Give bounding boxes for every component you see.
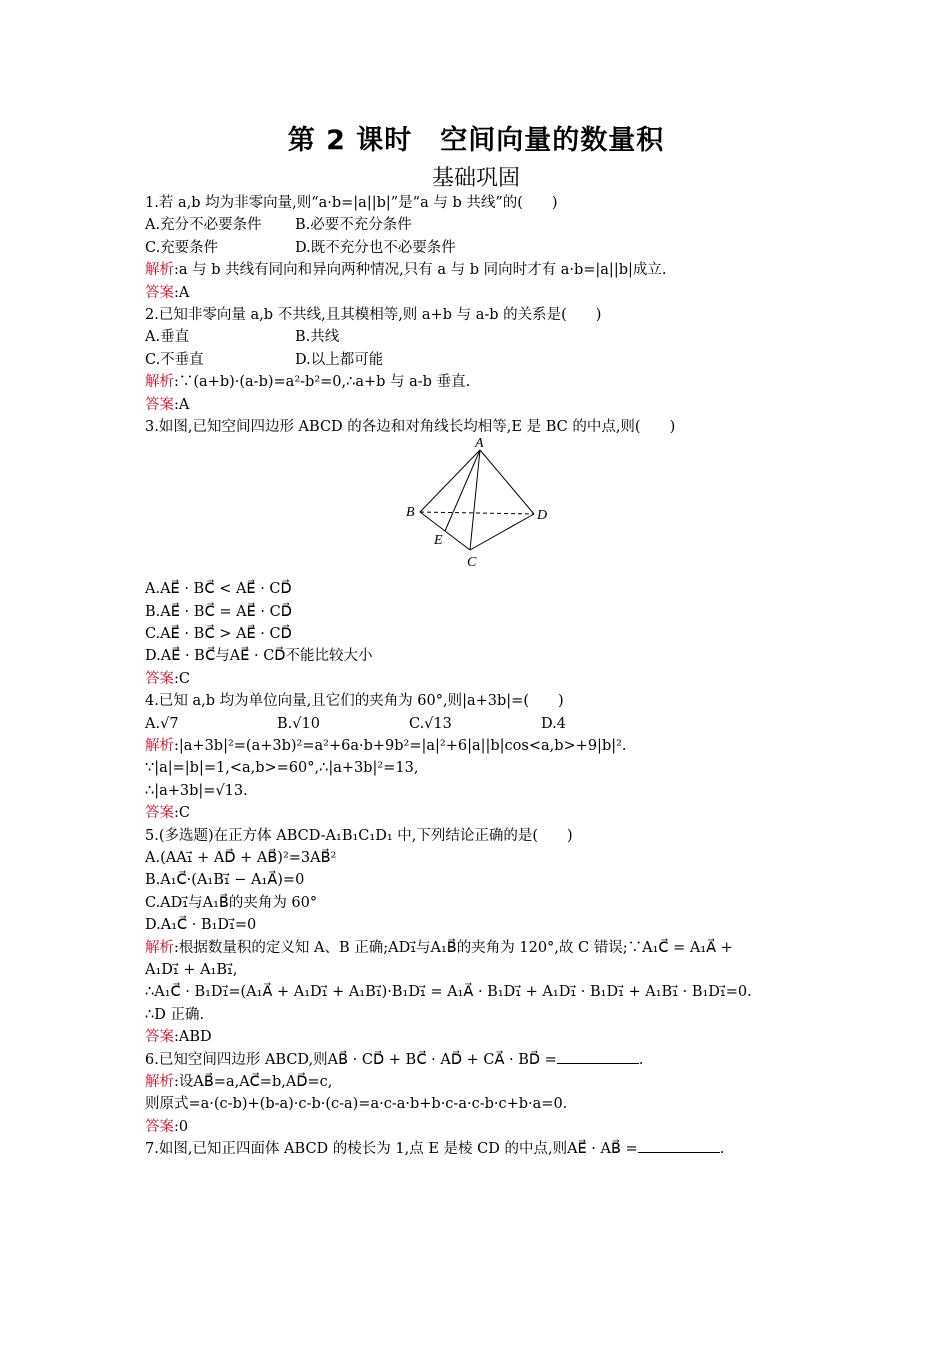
q4-analysis-2-text: ∵|a|=|b|=1,<a,b>=60°,∴|a+3b|²=13, <box>145 760 419 777</box>
q4-answer-text: :C <box>174 805 190 822</box>
option-d: D.4 <box>541 715 566 732</box>
option-a: C.充要条件 <box>145 239 219 256</box>
q6-answer <box>145 1116 815 1138</box>
q5-analysis <box>145 937 815 959</box>
q6-tail: . <box>638 1051 644 1068</box>
q6-analysis-2-text: 则原式=a·(c-b)+(b-a)·c-b·(c-a)=a·c-a·b+b·c-a·c-b·c+b·a=0. <box>145 1096 568 1113</box>
q6-answer-label: 答案 <box>145 1118 174 1135</box>
q1-opt-cd <box>145 237 815 259</box>
q5-answer <box>145 1026 815 1048</box>
q2-analysis-text: :∵(a+b)·(a-b)=a²-b²=0,∴a+b 与 a-b 垂直. <box>174 374 471 391</box>
q6 <box>145 1049 815 1071</box>
q4-answer <box>145 802 815 824</box>
q1-text: 1.若 a,b 均为非零向量,则“a·b=|a||b|”是“a 与 b 共线”的( ) <box>145 195 558 211</box>
q5-opt-a <box>145 847 815 869</box>
q2-analysis-label: 解析 <box>145 374 174 391</box>
vertex-a-label: A <box>475 438 484 452</box>
q5-opt-b-text: B.A₁C⃗·(A₁B₁⃗ − A₁A⃗)=0 <box>145 872 305 889</box>
q4 <box>145 690 815 712</box>
q4-analysis-3 <box>145 780 815 802</box>
q5-analysis-text: :根据数量积的定义知 A、B 正确;AD₁⃗与A₁B⃗的夹角为 120°,故 C 错误;∵A₁C⃗ = A₁A⃗ + <box>174 939 733 956</box>
q7-text: 7.如图,已知正四面体 ABCD 的棱长为 1,点 E 是棱 CD 的中点,则AE⃗ · AB⃗ = <box>145 1141 638 1158</box>
edge-bd <box>420 512 534 514</box>
q3-opt-d <box>145 645 815 667</box>
q5-analysis-4-text: ∴D 正确. <box>145 1006 205 1023</box>
q5-analysis-2-text: A₁D₁⃗ + A₁B₁⃗, <box>145 961 238 978</box>
option-b: B.必要不充分条件 <box>295 217 412 234</box>
q6-analysis <box>145 1071 815 1093</box>
q5-opt-c-text: C.AD₁⃗与A₁B⃗的夹角为 60° <box>145 894 318 911</box>
q1-opt-ab <box>145 214 815 236</box>
q4-analysis-2 <box>145 757 815 779</box>
q3-figure <box>145 438 815 578</box>
option-c: C.√13 <box>409 715 452 732</box>
q6-analysis-label: 解析 <box>145 1073 174 1090</box>
q6-analysis-text: :设AB⃗=a,AC⃗=b,AD⃗=c, <box>174 1073 333 1090</box>
q6-text: 6.已知空间四边形 ABCD,则AB⃗ · CD⃗ + BC⃗ · AD⃗ + CA⃗ · BD⃗ = <box>145 1051 557 1068</box>
q2-opt-cd <box>145 349 815 371</box>
answer-blank <box>638 1138 720 1153</box>
q3-opt-c <box>145 623 815 645</box>
q1-analysis-text: :a 与 b 共线有同向和异向两种情况,只有 a 与 b 同向时才有 a·b=|a||b|成立. <box>174 262 667 279</box>
vertex-c-label: C <box>467 555 477 571</box>
option-a: A.充分不必要条件 <box>145 217 262 234</box>
section-heading: 基础巩固 <box>431 166 520 191</box>
point-e-label: E <box>434 533 443 549</box>
q5-answer-label: 答案 <box>145 1029 174 1046</box>
option-a: A.√7 <box>145 715 179 732</box>
option-a: C.不垂直 <box>145 351 204 368</box>
q3-opt-d-text: D.AE⃗ · BC⃗与AE⃗ · CD⃗不能比较大小 <box>145 648 373 665</box>
segment-ae <box>445 450 480 531</box>
question-list <box>145 192 815 1160</box>
q3-text: 3.如图,已知空间四边形 ABCD 的各边和对角线长均相等,E 是 BC 的中点,则( ) <box>145 418 676 435</box>
q5-analysis-3-text: ∴A₁C⃗ · B₁D₁⃗=(A₁A⃗ + A₁D₁⃗ + A₁B₁⃗)·B₁D₁⃗ = A₁A⃗ · B₁D₁⃗ + A₁D₁⃗ · B₁D₁⃗ + A₁B₁⃗ · B₁D₁⃗=0. <box>145 984 752 1001</box>
q4-analysis <box>145 735 815 757</box>
q5-answer-text: :ABD <box>174 1029 212 1046</box>
q5-analysis-3 <box>145 981 815 1003</box>
q1-analysis <box>145 259 815 281</box>
vertex-b-label: B <box>406 505 415 521</box>
option-a: A.垂直 <box>145 329 190 346</box>
q4-answer-label: 答案 <box>145 805 174 822</box>
q5-analysis-4 <box>145 1004 815 1026</box>
q3-opt-a <box>145 578 815 600</box>
q4-text: 4.已知 a,b 均为单位向量,且它们的夹角为 60°,则|a+3b|=( ) <box>145 693 564 710</box>
q1-answer-label: 答案 <box>145 284 174 301</box>
q5-analysis-label: 解析 <box>145 939 174 956</box>
q4-analysis-3-text: ∴|a+3b|=√13. <box>145 782 248 799</box>
q5-opt-c <box>145 892 815 914</box>
q6-answer-text: :0 <box>174 1118 189 1135</box>
q5-opt-b <box>145 869 815 891</box>
answer-blank <box>557 1049 639 1064</box>
q3-opt-c-text: C.AE⃗ · BC⃗ > AE⃗ · CD⃗ <box>145 626 292 643</box>
edge-cd <box>470 514 534 550</box>
q2-analysis <box>145 371 815 393</box>
q3-opt-b-text: B.AE⃗ · BC⃗ = AE⃗ · CD⃗ <box>145 603 292 620</box>
q2-text: 2.已知非零向量 a,b 不共线,且其模相等,则 a+b 与 a-b 的关系是( ) <box>145 306 602 323</box>
q3 <box>145 416 815 438</box>
option-b: B.√10 <box>277 715 320 732</box>
q5 <box>145 825 815 847</box>
q5-text: 5.(多选题)在正方体 ABCD-A₁B₁C₁D₁ 中,下列结论正确的是( ) <box>145 827 573 844</box>
q3-answer-label: 答案 <box>145 670 174 687</box>
q7-tail: . <box>719 1141 725 1158</box>
q5-opt-a-text: A.(AA₁⃗ + AD⃗ + AB⃗)²=3AB⃗² <box>145 849 337 866</box>
q1-answer <box>145 282 815 304</box>
q1 <box>145 192 815 214</box>
q3-answer <box>145 668 815 690</box>
q7 <box>145 1138 815 1160</box>
q3-answer-text: :C <box>174 670 190 687</box>
q1-analysis-label: 解析 <box>145 262 174 279</box>
tetrahedron-figure <box>400 438 560 578</box>
q4-analysis-text: :|a+3b|²=(a+3b)²=a²+6a·b+9b²=|a|²+6|a||b|cos<a,b>+9|b|². <box>174 738 627 755</box>
edge-ac <box>470 450 480 550</box>
q5-opt-d-text: D.A₁C⃗ · B₁D₁⃗=0 <box>145 917 257 934</box>
q2 <box>145 304 815 326</box>
q5-analysis-2 <box>145 959 815 981</box>
q3-opt-b <box>145 601 815 623</box>
q3-opt-a-text: A.AE⃗ · BC⃗ < AE⃗ · CD⃗ <box>145 581 292 598</box>
q4-opts <box>145 713 815 735</box>
q1-answer-text: :A <box>174 284 190 301</box>
q2-answer-label: 答案 <box>145 396 174 413</box>
page-title: 第 2 课时 空间向量的数量积 <box>287 125 665 156</box>
q2-answer <box>145 394 815 416</box>
q5-opt-d <box>145 914 815 936</box>
option-b: B.共线 <box>295 329 340 346</box>
q4-analysis-label: 解析 <box>145 738 174 755</box>
q6-analysis-2 <box>145 1093 815 1115</box>
edge-ad <box>480 450 534 514</box>
option-b: D.以上都可能 <box>295 351 384 368</box>
q2-answer-text: :A <box>174 396 190 413</box>
edge-ab <box>420 450 480 512</box>
option-b: D.既不充分也不必要条件 <box>295 239 456 256</box>
q2-opt-ab <box>145 326 815 348</box>
vertex-d-label: D <box>537 508 548 524</box>
